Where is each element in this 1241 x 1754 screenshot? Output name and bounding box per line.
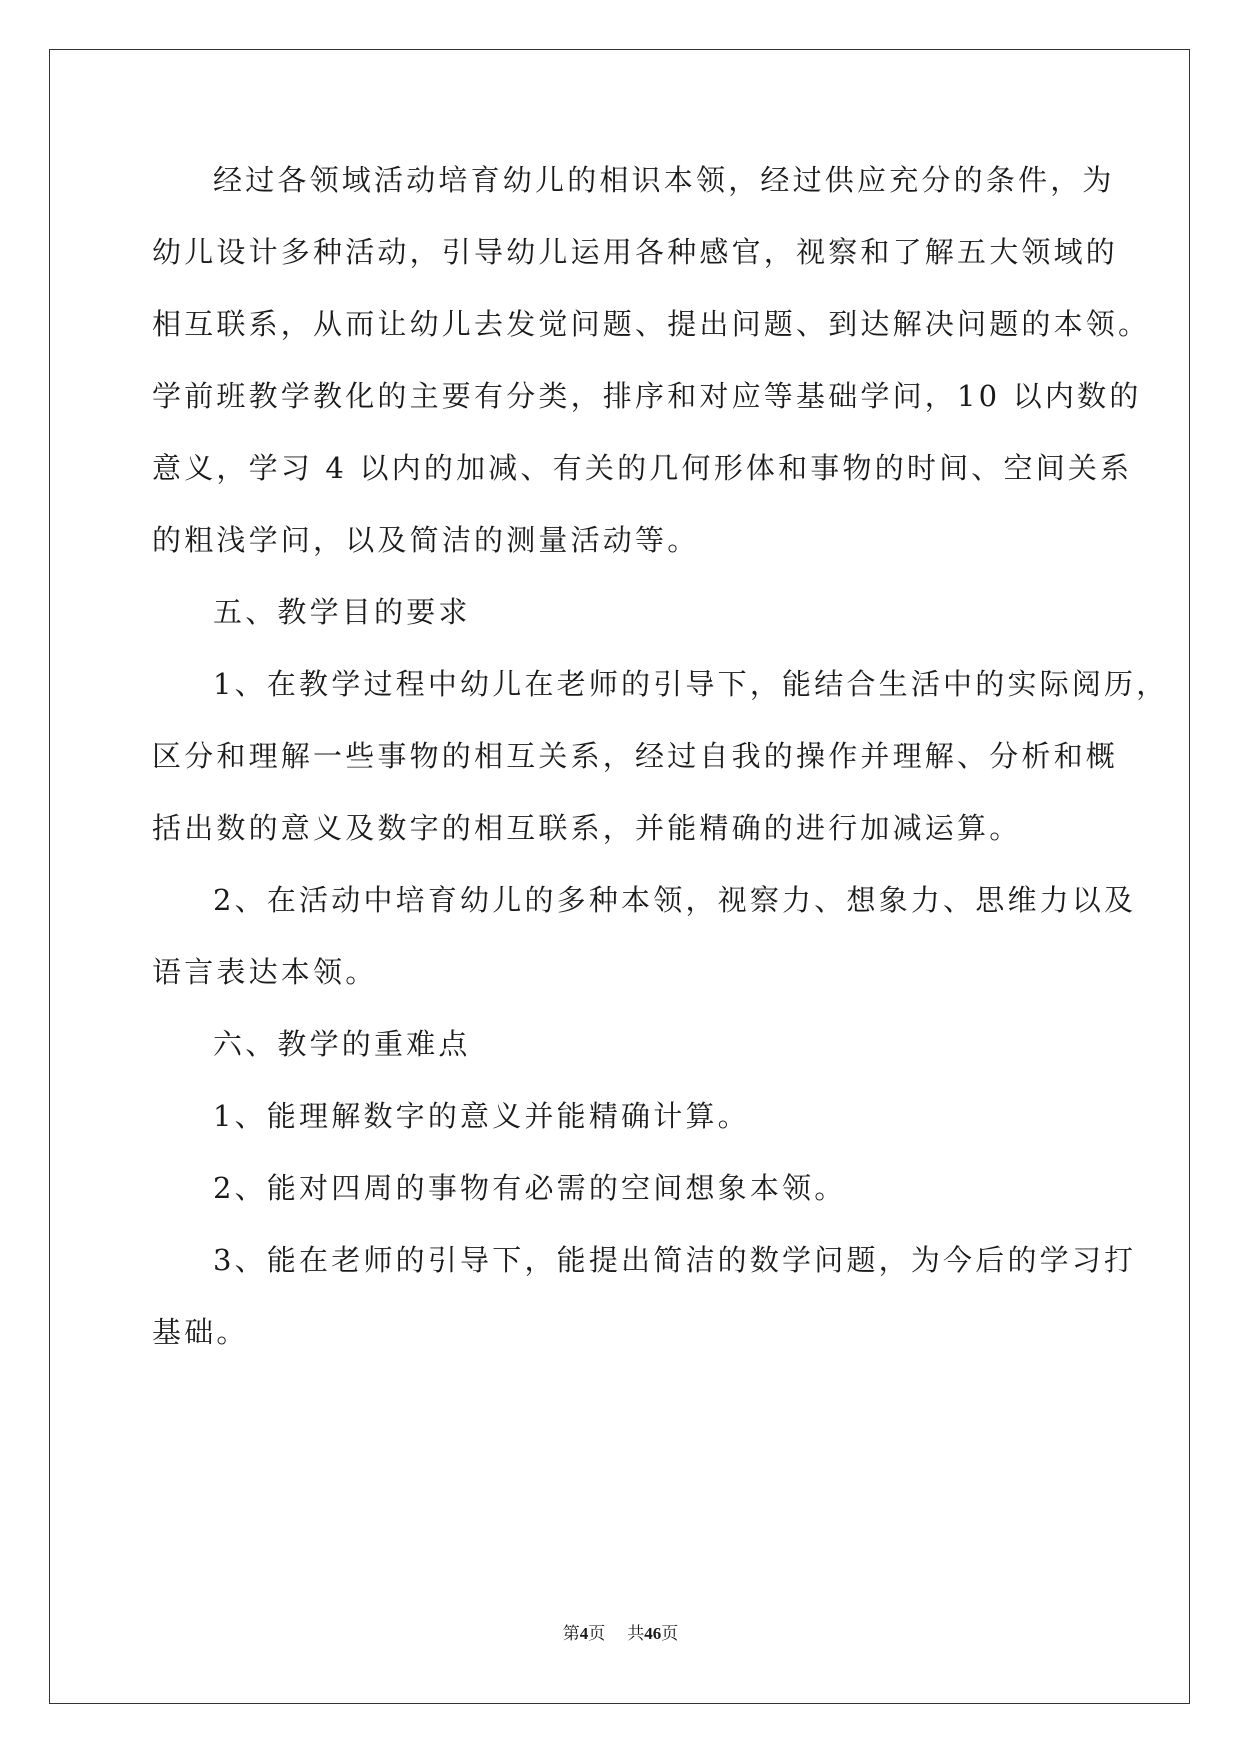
page-footer <box>0 1622 1241 1646</box>
paragraph-line: 3、能在老师的引导下，能提出简洁的数学问题，为今后的学习打 <box>213 1243 1137 1277</box>
paragraph-line: 学前班教学教化的主要有分类，排序和对应等基础学问，10 以内数的 <box>152 379 1142 413</box>
section-heading: 六、教学的重难点 <box>213 1027 471 1061</box>
page-border <box>49 49 1190 1704</box>
page-suffix: 页 <box>588 1624 606 1643</box>
paragraph-line: 的粗浅学问，以及简洁的测量活动等。 <box>152 523 700 557</box>
paragraph-line: 2、能对四周的事物有必需的空间想象本领。 <box>213 1171 847 1205</box>
total-prefix: 共 <box>627 1624 645 1643</box>
paragraph-line: 2、在活动中培育幼儿的多种本领，视察力、想象力、思维力以及 <box>213 883 1137 917</box>
paragraph-line: 语言表达本领。 <box>152 955 378 989</box>
paragraph-line: 基础。 <box>152 1315 249 1349</box>
page-prefix: 第 <box>562 1624 580 1643</box>
paragraph-line: 1、在教学过程中幼儿在老师的引导下，能结合生活中的实际阅历， <box>213 667 1169 701</box>
paragraph-line: 1、能理解数字的意义并能精确计算。 <box>213 1099 750 1133</box>
section-heading: 五、教学目的要求 <box>213 595 471 629</box>
paragraph-line: 相互联系，从而让幼儿去发觉问题、提出问题、到达解决问题的本领。 <box>152 307 1151 341</box>
total-suffix: 页 <box>661 1624 679 1643</box>
paragraph-line: 区分和理解一些事物的相互关系，经过自我的操作并理解、分析和概 <box>152 739 1119 773</box>
paragraph-line: 意义，学习 4 以内的加减、有关的几何形体和事物的时间、空间关系 <box>152 451 1133 485</box>
paragraph-line: 幼儿设计多种活动，引导幼儿运用各种感官，视察和了解五大领域的 <box>152 235 1119 269</box>
page-number: 4 <box>579 1624 589 1643</box>
paragraph-line: 经过各领域活动培育幼儿的相识本领，经过供应充分的条件，为 <box>213 163 1115 197</box>
paragraph-line: 括出数的意义及数字的相互联系，并能精确的进行加减运算。 <box>152 811 1022 845</box>
total-pages: 46 <box>644 1624 662 1643</box>
